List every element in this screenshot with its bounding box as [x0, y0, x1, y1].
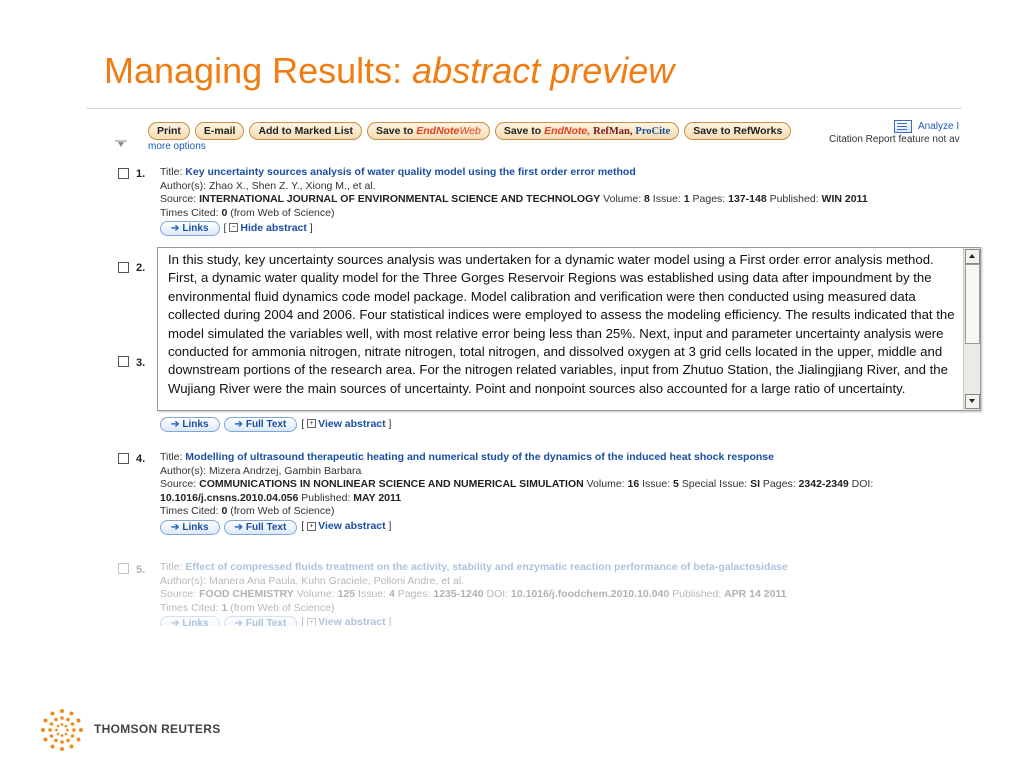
record-volume: 16 [627, 478, 640, 490]
title-label: Title: [160, 166, 186, 178]
record-special-issue: SI [750, 478, 761, 490]
arrow-right-icon: ➔ [171, 419, 180, 430]
special-issue-label: Special Issue: [678, 478, 751, 490]
record-pages: 1235-1240 [433, 588, 484, 600]
full-text-label: Full Text [245, 419, 287, 430]
volume-label: Volume: [293, 588, 338, 600]
source-label: Source: [160, 193, 200, 205]
times-cited-source: (from Web of Science) [227, 206, 335, 219]
doi-label: DOI: [848, 478, 874, 490]
arrow-right-icon: ➔ [234, 618, 243, 626]
title-plain: Managing Results: [104, 50, 413, 91]
scroll-thumb[interactable] [965, 264, 980, 344]
issue-label: Issue: [639, 478, 674, 490]
save-label: Save to [375, 125, 417, 137]
record-source: FOOD CHEMISTRY [199, 588, 294, 600]
analyze-label: Analyze I [918, 121, 960, 133]
issue-label: Issue: [649, 193, 684, 205]
expand-icon: + [307, 618, 316, 626]
times-cited-label: Times Cited: [160, 206, 222, 219]
record-1 [160, 166, 868, 236]
full-text-label: Full Text [245, 521, 287, 533]
expand-icon: + [307, 419, 316, 428]
endnote-brand: EndNote [544, 125, 588, 137]
record-published: WIN 2011 [821, 193, 868, 205]
email-button[interactable]: E-mail [195, 122, 245, 140]
record-checkbox[interactable] [118, 262, 129, 273]
record-pages: 2342-2349 [798, 478, 849, 490]
links-button[interactable] [160, 520, 220, 535]
title-label: Title: [160, 451, 186, 463]
pages-label: Pages: [689, 193, 729, 205]
record-title-link[interactable]: Key uncertainty sources analysis of water quality model using the first order error method [185, 166, 636, 178]
links-label: Links [182, 223, 209, 234]
record-issue: 4 [388, 588, 395, 600]
save-to-endnote-refman-procite-button[interactable]: Save to EndNote, RefMan, ProCite [495, 122, 679, 140]
record-doi: 10.1016/j.foodchem.2010.10.040 [511, 588, 670, 600]
record-issue: 1 [683, 193, 690, 205]
scroll-down-icon[interactable] [965, 394, 980, 409]
scroll-up-icon[interactable] [965, 249, 980, 264]
citation-report-note: Citation Report feature not av [829, 134, 960, 145]
source-label: Source: [160, 478, 200, 490]
record-title-link[interactable]: Modelling of ultrasound therapeutic heating and numerical study of the dynamics of the induced heat shock response [185, 451, 774, 463]
more-options-link[interactable]: more options [148, 141, 206, 152]
record-number: 5. [136, 564, 146, 576]
arrow-right-icon: ➔ [171, 521, 180, 533]
arrow-right-icon: ➔ [171, 618, 180, 626]
title-italic: abstract preview [412, 50, 675, 91]
links-label: Links [182, 618, 209, 626]
analyze-icon [894, 120, 912, 133]
view-abstract-toggle[interactable]: [ + View abstract ] [301, 616, 392, 626]
record-checkbox[interactable] [118, 453, 129, 464]
record-5 [160, 561, 788, 626]
analyze-results-link[interactable] [894, 120, 959, 133]
times-cited-label: Times Cited: [160, 601, 222, 614]
links-button[interactable] [160, 417, 220, 432]
pages-label: Pages: [760, 478, 799, 490]
record-issue: 5 [673, 478, 679, 490]
record-authors: Author(s): Mizera Andrzej, Gambin Barbara [160, 464, 362, 477]
full-text-button[interactable] [224, 417, 298, 432]
links-label: Links [182, 419, 209, 430]
results-toolbar [148, 122, 791, 140]
abstract-scrollbar[interactable] [963, 248, 980, 410]
more-options-arrow-icon [114, 138, 128, 148]
save-label: Save to [503, 125, 545, 137]
refman-brand: RefMan, [593, 126, 633, 137]
volume-label: Volume: [583, 478, 628, 490]
add-to-marked-list-button[interactable]: Add to Marked List [249, 122, 362, 140]
full-text-label: Full Text [245, 618, 287, 626]
abstract-text: In this study, key uncertainty sources analysis was undertaken for a dynamic water model using a First order error analysis method. First, a dynamic water quality model for the Three Gorges Reservoir Regions was established using data after impoundment by the environmental fluid dynamics code model package. Model calibration and verification were then conducted using measured data collected during 2004 and 2006. Four statistical indices were employed to assess the modeling efficiency. The results indicated that the model simulated the variables well, with most relative error being less than 25%. Next, input and parameter uncertainty analysis were conducted for ammonia nitrogen, nitrate nitrogen, total nitrogen, and dissolved oxygen at 3 grid cells located in the upper, middle and downstream portions of the research area. For the nitrogen related variables, input from Zhutuo Station, the Jialingjiang River, and the Wujiang River were the main sources of uncertainty. Point and nonpoint sources also accounted for a large ratio of uncertainty. [168, 252, 955, 396]
record-3-actions [160, 416, 391, 432]
record-source: INTERNATIONAL JOURNAL OF ENVIRONMENTAL SCIENCE AND TECHNOLOGY [199, 193, 601, 205]
record-number: 1. [136, 168, 146, 180]
record-title-link[interactable]: Effect of compressed fluids treatment on the activity, stability and enzymatic reaction performance of beta-galactosidase [185, 561, 788, 573]
links-button[interactable] [160, 616, 220, 626]
record-published: APR 14 2011 [724, 588, 787, 600]
save-to-refworks-button[interactable]: Save to RefWorks [684, 122, 791, 140]
view-abstract-toggle[interactable]: [ + View abstract ] [301, 417, 392, 430]
record-4 [160, 451, 873, 535]
doi-label: DOI: [483, 588, 511, 600]
endnote-brand: EndNote [416, 125, 460, 137]
record-doi: 10.1016/j.cnsns.2010.04.056 [160, 491, 299, 504]
record-volume: 8 [644, 193, 650, 205]
print-button[interactable]: Print [148, 122, 190, 140]
record-checkbox[interactable] [118, 356, 129, 367]
record-number: 3. [136, 357, 146, 369]
record-number: 2. [136, 262, 146, 274]
pages-label: Pages: [394, 588, 434, 600]
arrow-right-icon: ➔ [171, 223, 180, 234]
record-pages: 137-148 [728, 193, 767, 205]
times-cited-source: (from Web of Science) [227, 505, 335, 517]
full-text-button[interactable] [224, 616, 298, 626]
record-checkbox[interactable] [118, 168, 129, 179]
procite-brand: ProCite [635, 126, 671, 137]
volume-label: Volume: [600, 193, 645, 205]
published-label: Published: [298, 491, 354, 504]
times-cited-source: (from Web of Science) [227, 601, 335, 614]
view-abstract-link[interactable]: View abstract [318, 616, 386, 626]
source-label: Source: [160, 588, 200, 600]
title-label: Title: [160, 561, 186, 573]
links-label: Links [182, 521, 209, 533]
times-cited-count: 0 [221, 206, 228, 219]
record-authors: Author(s): Zhao X., Shen Z. Y., Xiong M., et al. [160, 179, 376, 192]
record-source: COMMUNICATIONS IN NONLINEAR SCIENCE AND NUMERICAL SIMULATION [199, 478, 584, 490]
slide-title [104, 50, 674, 92]
full-text-button[interactable] [224, 520, 298, 535]
view-abstract-link[interactable]: View abstract [318, 520, 386, 533]
arrow-right-icon: ➔ [234, 521, 243, 533]
abstract-preview-panel[interactable] [157, 247, 981, 411]
published-label: Published: [669, 588, 725, 600]
times-cited-count: 1 [221, 601, 228, 614]
expand-icon: + [307, 522, 316, 531]
view-abstract-toggle[interactable]: [ + View abstract ] [301, 520, 392, 533]
thomson-reuters-logo-icon [40, 708, 84, 752]
published-label: Published: [766, 193, 822, 205]
hide-abstract-toggle[interactable]: [ − Hide abstract ] [223, 221, 313, 234]
web-label: Web [459, 125, 481, 137]
view-abstract-link[interactable]: View abstract [318, 417, 386, 430]
title-divider [86, 108, 962, 109]
record-checkbox[interactable] [118, 563, 129, 574]
times-cited-count: 0 [221, 505, 228, 517]
collapse-icon: − [229, 223, 238, 232]
footer-brand: THOMSON REUTERS [94, 722, 221, 736]
links-button[interactable] [160, 221, 220, 236]
issue-label: Issue: [355, 588, 389, 600]
record-published: MAY 2011 [353, 491, 402, 504]
save-to-endnote-web-button[interactable] [367, 122, 490, 140]
arrow-right-icon: ➔ [234, 419, 243, 430]
times-cited-label: Times Cited: [160, 505, 222, 517]
hide-abstract-link[interactable]: Hide abstract [240, 221, 307, 234]
record-number: 4. [136, 453, 146, 465]
record-authors: Author(s): Manera Ana Paula, Kuhn Graciele, Polloni Andre, et al. [160, 574, 465, 587]
record-volume: 125 [337, 588, 356, 600]
